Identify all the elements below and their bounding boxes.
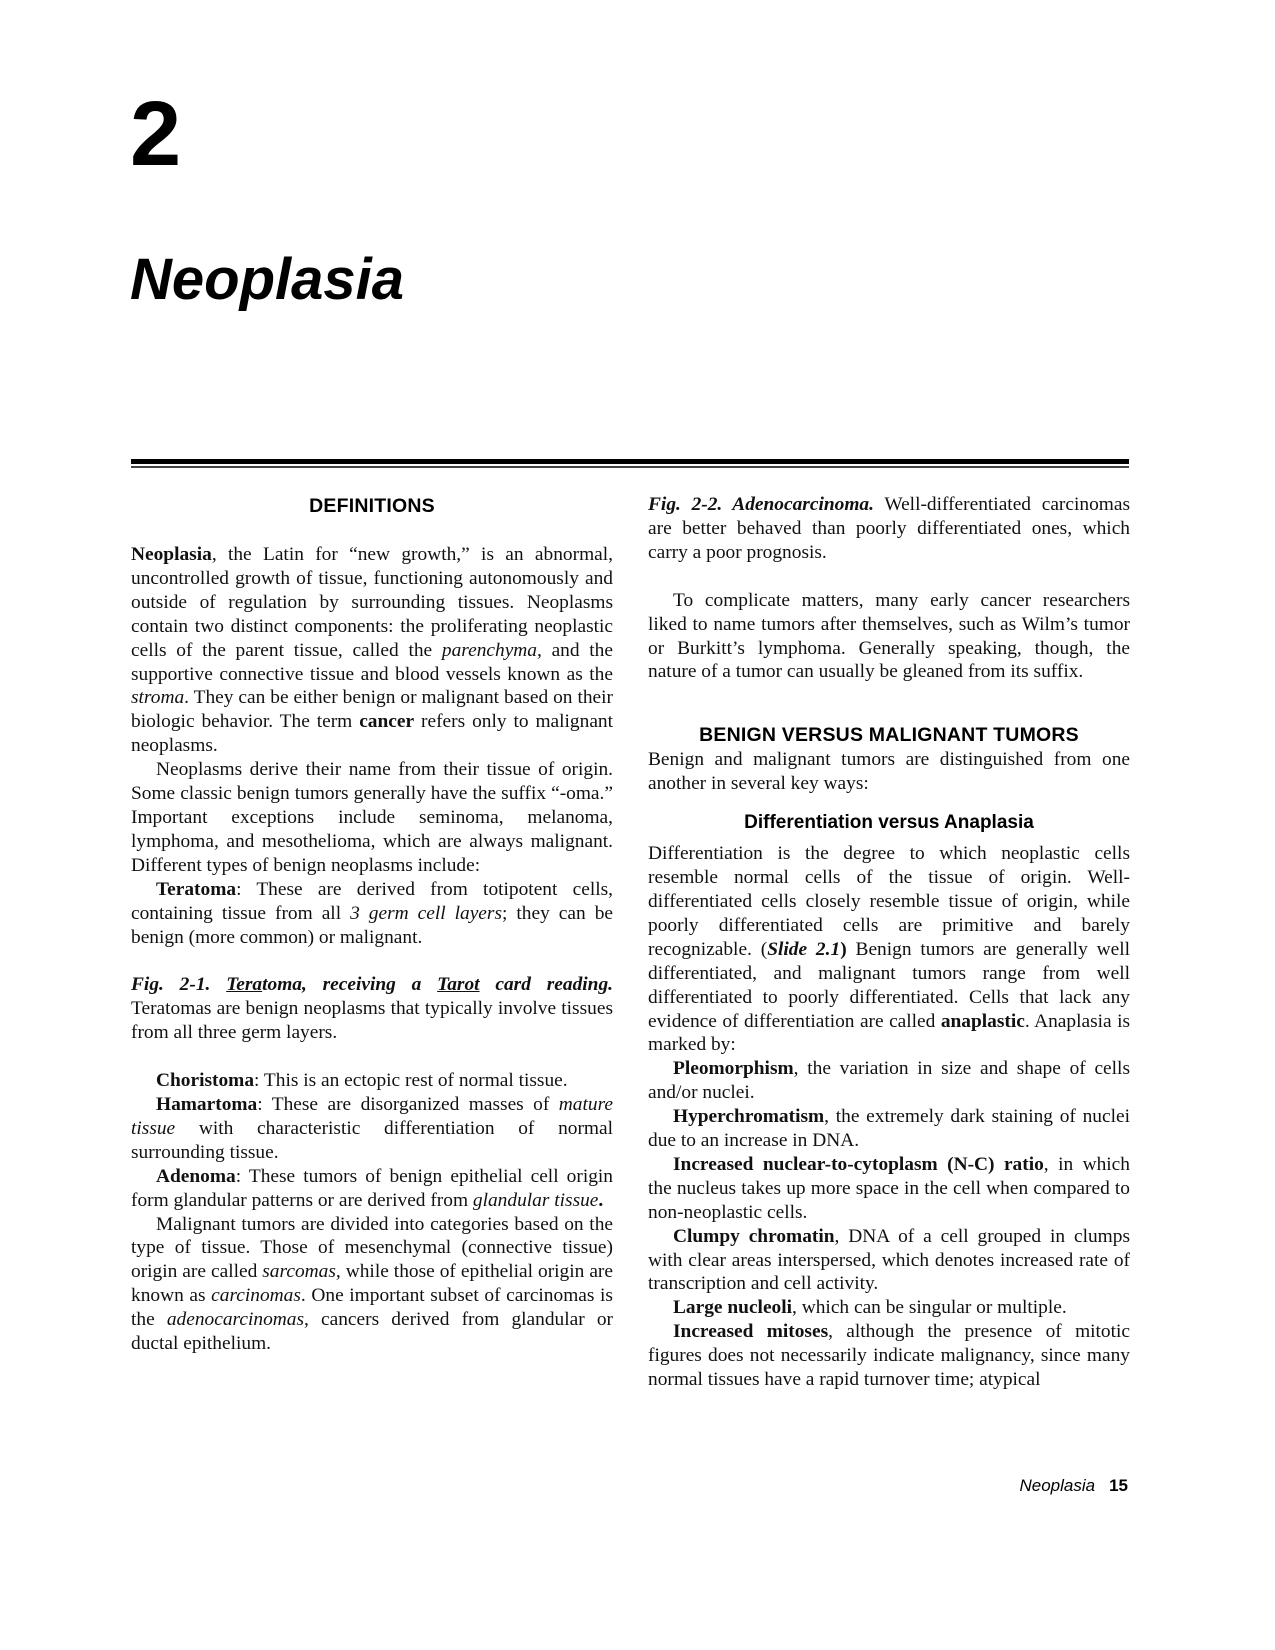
- text: Benign tumors are generally well differentiated, and malignant tumors range from well differentiated to poorly differentiated. Cells that lack any evidence of differentiation are called: [648, 938, 1131, 1032]
- text: . One important subset of carcinomas is the: [131, 1285, 613, 1331]
- feature-term: Clumpy chromatin: [673, 1225, 835, 1247]
- feature-term: Increased mitoses: [673, 1321, 829, 1343]
- right-column: [648, 493, 1130, 1392]
- naming-paragraph: Neoplasms derive their name from their tissue of origin. Some classic benign tumors generally have the suffix “-oma.” Important exceptions include seminoma, melanoma, lymphoma, and mesothelioma, which are always malignant. Different types of benign neoplasms include:: [131, 759, 613, 876]
- neoplasia-definition: [131, 543, 613, 758]
- page-number: 15: [1109, 1476, 1128, 1495]
- text: toma, receiving a: [262, 974, 438, 996]
- figure-label: Fig. 2-1.: [131, 974, 227, 996]
- text: . They can be either benign or malignant based on their biologic behavior. The term: [131, 687, 613, 733]
- slide-reference: Slide 2.1: [767, 938, 841, 960]
- chapter-number: 2: [130, 83, 180, 185]
- text: card reading.: [479, 974, 613, 996]
- term-glandular-tissue: glandular tissue: [472, 1189, 599, 1211]
- chapter-title: Neoplasia: [130, 247, 404, 312]
- feature-text: , which can be singular or multiple.: [792, 1297, 1067, 1319]
- text: : These are derived from totipotent cells, containing tissue from all: [131, 878, 613, 924]
- figure-label: Fig. 2-2. Adenocarcinoma.: [648, 494, 874, 515]
- text: .: [598, 1189, 604, 1211]
- text: with characteristic differentiation of normal surrounding tissue.: [131, 1117, 613, 1163]
- definitions-heading: DEFINITIONS: [309, 495, 435, 517]
- term-anaplastic: anaplastic: [940, 1010, 1025, 1032]
- text: : This is an ectopic rest of normal tissue.: [254, 1070, 568, 1092]
- caption-text: Teratomas are benign neoplasms that typically involve tissues from all three germ layers.: [131, 998, 613, 1044]
- term-cancer: cancer: [359, 711, 415, 733]
- feature-text: , in which the nucleus takes up more space in the cell when compared to non-neoplastic cells.: [648, 1153, 1130, 1223]
- text: while those of epithelial origin are known as: [131, 1261, 613, 1307]
- feature-clumpy-chromatin: [648, 1225, 1130, 1297]
- term-adenoma: Adenoma: [156, 1165, 236, 1187]
- text: Differentiation is the degree to which neoplastic cells resemble normal cells of the tissue of origin. Well-differentiated cells closely resemble tissue of origin, while poorly differentiated cells are primitive and barely recognizable. (: [648, 843, 1130, 960]
- term-parenchyma: parenchyma,: [441, 639, 542, 661]
- caption-text: Well-differentiated carcinomas are better behaved than poorly differentiated ones, which carry a poor prognosis.: [648, 494, 1130, 563]
- benign-vs-malignant-heading: BENIGN VERSUS MALIGNANT TUMORS: [699, 724, 1079, 747]
- choristoma-entry: [131, 1069, 613, 1093]
- term-teratoma: Teratoma: [156, 878, 237, 900]
- figure-2-1-caption: [131, 973, 613, 1045]
- header-rule-thin: [131, 466, 1129, 468]
- feature-term: Increased nuclear-to-cytoplasm (N-C) ratio: [673, 1153, 1044, 1175]
- term-neoplasia: Neoplasia: [131, 544, 212, 565]
- text: : These tumors of benign epithelial cell origin form glandular patterns or are derived from: [131, 1165, 613, 1211]
- term-adenocarcinomas: adenocarcinomas: [166, 1309, 305, 1331]
- text: , cancers derived from glandular or ductal epithelium.: [131, 1309, 613, 1355]
- differentiation-paragraph: [648, 842, 1130, 1057]
- feature-increased-mitoses: [648, 1320, 1130, 1392]
- text: and the supportive connective tissue and blood vessels known as the: [131, 639, 613, 685]
- hamartoma-entry: [131, 1093, 613, 1165]
- eponym-paragraph: To complicate matters, many early cancer researchers liked to name tumors after themselves, such as Wilm’s tumor or Burkitt’s lymphoma. Generally speaking, though, the nature of a tumor can usually be gleaned from its suffix.: [648, 589, 1130, 683]
- text: . Anaplasia is marked by:: [648, 1010, 1130, 1056]
- feature-text: , the variation in size and shape of cells and/or nuclei.: [648, 1058, 1130, 1104]
- left-column: [131, 493, 613, 1356]
- feature-text: , DNA of a cell grouped in clumps with clear areas interspersed, which denotes increased rate of transcription and cell activity.: [648, 1225, 1130, 1295]
- feature-nc-ratio: [648, 1153, 1130, 1225]
- benign-intro: Benign and malignant tumors are distinguished from one another in several key ways:: [648, 749, 1130, 795]
- feature-pleomorphism: [648, 1057, 1130, 1105]
- term-germ-layers: 3 germ cell layers: [350, 902, 503, 924]
- underlined-tarot: Tarot: [437, 974, 480, 996]
- term-hamartoma: Hamartoma: [156, 1094, 258, 1116]
- term-sarcomas: sarcomas,: [262, 1261, 341, 1283]
- feature-term: Large nucleoli: [673, 1297, 793, 1319]
- text: , the Latin for “new growth,” is an abnormal, uncontrolled growth of tissue, functioning autonomously and outside of regulation by surrounding tissues. Neoplasms contain two distinct components: the proliferating neoplastic cells of the parent tissue, called the: [131, 544, 613, 661]
- underlined-tera: Tera: [226, 974, 263, 996]
- feature-large-nucleoli: [648, 1296, 1130, 1320]
- figure-2-2-caption: [648, 493, 1130, 565]
- term-mature-tissue: mature tissue: [131, 1094, 613, 1139]
- text: : These are disorganized masses of: [257, 1094, 559, 1116]
- feature-term: Pleomorphism: [673, 1058, 794, 1080]
- feature-text: , although the presence of mitotic figures does not necessarily indicate malignancy, since many normal tissues have a rapid turnover time; atypical: [648, 1321, 1130, 1391]
- text: refers only to malignant neoplasms.: [131, 711, 614, 757]
- adenoma-entry: [131, 1165, 613, 1213]
- term-carcinomas: carcinomas: [211, 1285, 301, 1307]
- feature-hyperchromatism: [648, 1105, 1130, 1153]
- text: ): [840, 938, 847, 960]
- term-choristoma: Choristoma: [156, 1070, 255, 1092]
- term-stroma: stroma: [131, 687, 185, 709]
- running-title: Neoplasia: [1019, 1476, 1096, 1495]
- feature-term: Hyperchromatism: [673, 1106, 825, 1128]
- differentiation-heading: Differentiation versus Anaplasia: [744, 812, 1034, 834]
- malignant-paragraph: [131, 1213, 613, 1356]
- header-rule-thick: [131, 459, 1129, 464]
- feature-text: , the extremely dark staining of nuclei due to an increase in DNA.: [648, 1106, 1130, 1152]
- text: Malignant tumors are divided into categories based on the type of tissue. Those of mesenchymal (connective tissue) origin are called: [131, 1213, 613, 1283]
- text: ; they can be benign (more common) or malignant.: [131, 902, 613, 948]
- teratoma-entry: [131, 878, 613, 950]
- page-footer: [1019, 1476, 1128, 1496]
